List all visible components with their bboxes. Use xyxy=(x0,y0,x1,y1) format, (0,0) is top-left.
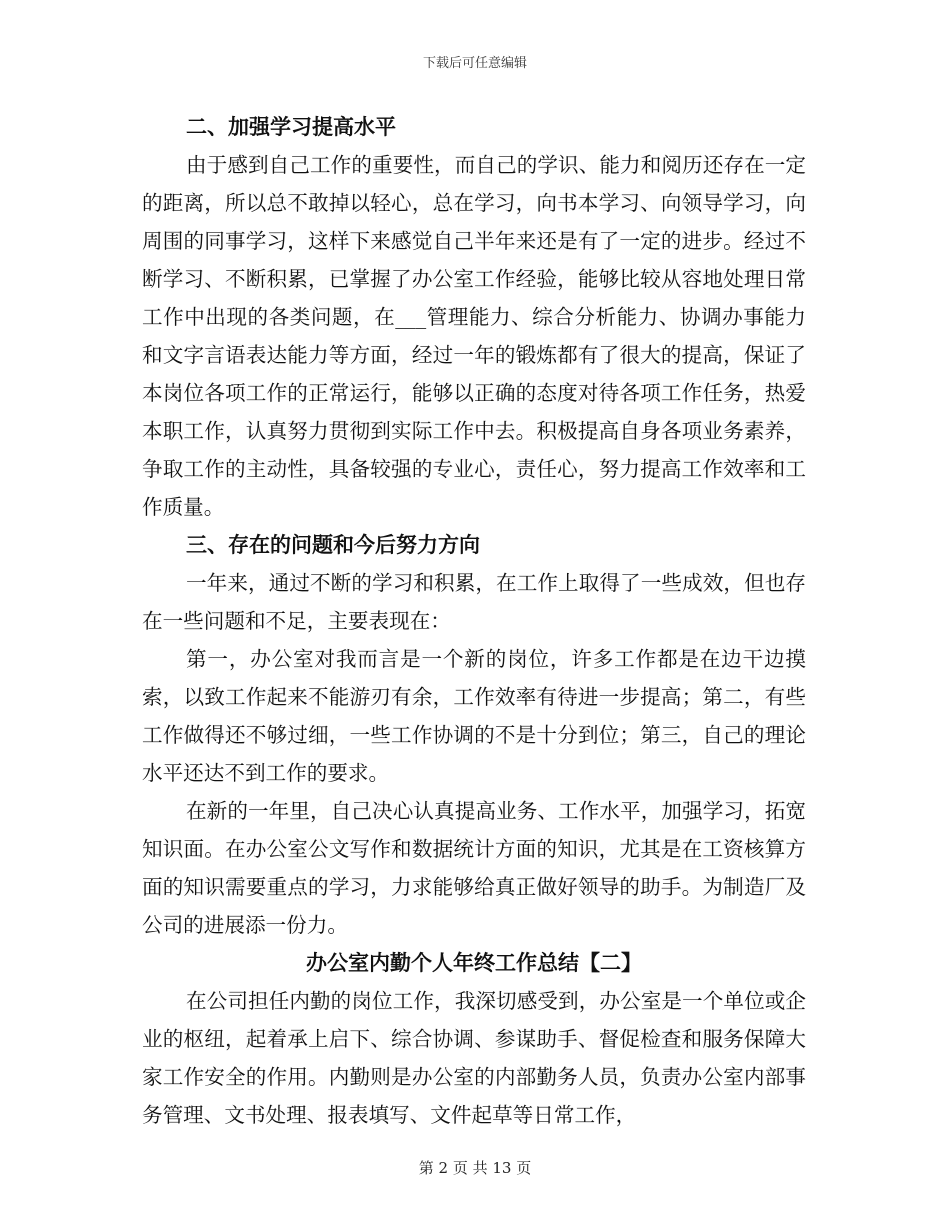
header-note: 下载后可任意编辑 xyxy=(422,56,527,71)
section-heading-3: 三、存在的问题和今后努力方向 xyxy=(186,532,480,557)
paragraph-4: 在新的一年里，自己决心认真提高业务、工作水平，加强学习，拓宽知识面。在办公室公文写作和数据统计方面的知识，尤其是在工资核算方面的知识需要重点的学习，力求能够给真正做好领导的助手。为制造厂及公司的进展添一份力。 xyxy=(142,799,806,937)
paragraph-2: 一年来，通过不断的学习和积累，在工作上取得了一些成效，但也存在一些问题和不足，主要表现在： xyxy=(142,571,806,633)
page-number: 第 2 页 共 13 页 xyxy=(418,1159,532,1177)
document-section-title: 办公室内勤个人年终工作总结【二】 xyxy=(306,950,642,975)
paragraph-3: 第一，办公室对我而言是一个新的岗位，许多工作都是在边干边摸索，以致工作起来不能游刃有余，工作效率有待进一步提高；第二，有些工作做得还不够过细，一些工作协调的不是十分到位；第三，自己的理论水平还达不到工作的要求。 xyxy=(142,647,806,785)
paragraph-5: 在公司担任内勤的岗位工作，我深切感受到，办公室是一个单位或企业的枢纽，起着承上启下、综合协调、参谋助手、督促检查和服务保障大家工作安全的作用。内勤则是办公室的内部勤务人员，负责办公室内部事务管理、文书处理、报表填写、文件起草等日常工作， xyxy=(142,989,806,1127)
paragraph-1: 由于感到自己工作的重要性，而自己的学识、能力和阅历还存在一定的距离，所以总不敢掉以轻心，总在学习，向书本学习、向领导学习，向周围的同事学习，这样下来感觉自己半年来还是有了一定的进步。经过不断学习、不断积累，已掌握了办公室工作经验，能够比较从容地处理日常工作中出现的各类问题，在___管理能力、综合分析能力、协调办事能力和文字言语表达能力等方面，经过一年的锻炼都有了很大的提高，保证了本岗位各项工作的正常运行，能够以正确的态度对待各项工作任务，热爱本职工作，认真努力贯彻到实际工作中去。积极提高自身各项业务素养，争取工作的主动性，具备较强的专业心，责任心，努力提高工作效率和工作质量。 xyxy=(142,153,806,519)
section-heading-2: 二、加强学习提高水平 xyxy=(186,114,396,139)
document-body xyxy=(142,108,806,1134)
